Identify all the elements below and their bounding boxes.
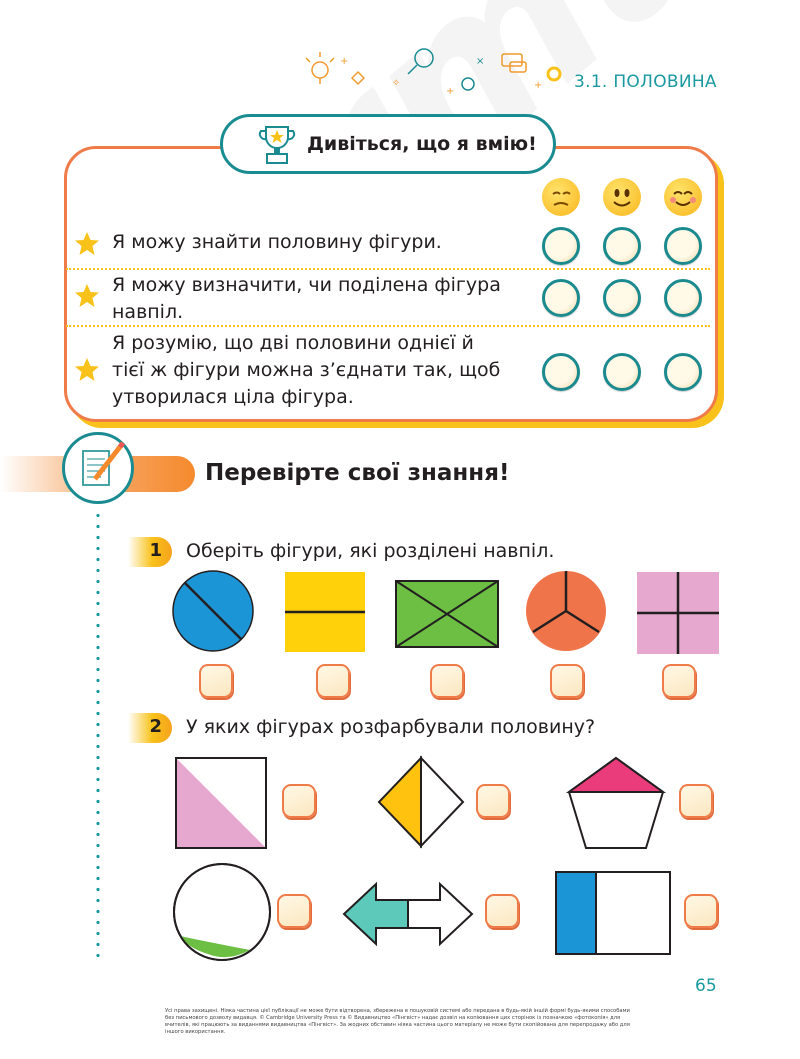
square-half-triangle <box>176 758 266 848</box>
self-check-title-pill <box>220 114 556 174</box>
answer-box-2-4[interactable] <box>277 894 311 928</box>
answer-box-2-6[interactable] <box>684 894 718 928</box>
circle-diagonal-split <box>173 571 253 651</box>
happy-emoji-icon <box>664 178 702 216</box>
page-number: 65 <box>695 976 717 996</box>
answer-box-2-2[interactable] <box>476 784 510 818</box>
rating-bubble-1-1[interactable] <box>542 227 580 265</box>
svg-text:+: + <box>446 86 455 97</box>
answer-box-1-2[interactable] <box>316 664 350 698</box>
task-1-shapes <box>170 568 730 658</box>
task-1-question: Оберіть фігури, які розділені навпіл. <box>186 540 555 562</box>
task-2-shapes <box>168 752 728 962</box>
knowledge-title: Перевірте свої знання! <box>205 460 510 486</box>
star-icon <box>74 357 100 383</box>
star-icon <box>74 231 100 257</box>
svg-text:✧: ✧ <box>392 78 401 89</box>
task-2-number: 2 <box>149 716 162 737</box>
answer-box-1-5[interactable] <box>662 664 696 698</box>
rating-bubble-3-2[interactable] <box>603 353 641 391</box>
row-divider <box>66 325 710 327</box>
pentagon-top-part <box>569 758 663 848</box>
rating-bubble-2-1[interactable] <box>542 279 580 317</box>
notebook-pencil-icon <box>62 432 134 504</box>
task-2-question: У яких фігурах розфарбували половину? <box>186 716 596 738</box>
star-icon <box>74 283 100 309</box>
sad-emoji-icon <box>542 178 580 216</box>
answer-box-2-5[interactable] <box>485 894 519 928</box>
answer-box-1-3[interactable] <box>430 664 464 698</box>
rectangle-part-blue <box>556 872 670 954</box>
section-title: 3.1. ПОЛОВИНА <box>574 72 717 92</box>
rhombus-half <box>379 758 463 846</box>
task-2-number-tab <box>128 713 172 743</box>
answer-box-1-1[interactable] <box>199 664 233 698</box>
square-horizontal-split <box>285 572 365 652</box>
dotted-guide-line <box>96 510 100 960</box>
task-1-number-tab <box>128 537 172 567</box>
neutral-smile-emoji-icon <box>603 178 641 216</box>
rating-bubble-2-3[interactable] <box>664 279 702 317</box>
circle-three-parts <box>526 571 606 651</box>
rating-bubble-1-3[interactable] <box>664 227 702 265</box>
self-check-row-1-text: Я можу знайти половину фігури. <box>112 231 442 253</box>
circle-small-segment <box>174 864 270 960</box>
answer-box-1-4[interactable] <box>550 664 584 698</box>
doodle-icons <box>296 44 576 100</box>
rectangle-cross-split <box>396 581 498 647</box>
rating-bubble-3-3[interactable] <box>664 353 702 391</box>
svg-text:×: × <box>476 56 485 67</box>
square-four-parts <box>637 572 719 654</box>
self-check-title: Дивіться, що я вмію! <box>307 133 537 155</box>
double-arrow-half <box>344 884 472 944</box>
rating-bubble-2-2[interactable] <box>603 279 641 317</box>
rating-bubble-3-1[interactable] <box>542 353 580 391</box>
rating-bubble-1-2[interactable] <box>603 227 641 265</box>
row-divider <box>66 268 710 270</box>
svg-text:+: + <box>340 56 349 67</box>
self-check-row-3-text: Я розумію, що дві половини однієї й тієї ж фігури можна з’єднати так, щоб утворилася ціла фігура. <box>112 332 501 408</box>
answer-box-2-1[interactable] <box>282 784 316 818</box>
trophy-icon <box>257 123 297 167</box>
copyright-footer: Усі права захищені. Ніяка частина цієї публікації не може бути відтворена, збережена в пошуковій системі або передана в будь-якій іншій формі будь-якими способами без письмового дозволу видавця. © Cambridge University Press та © Видавництво «Пінгвіст» надає дозвіл на копіювання цих сторінок із позначкою «фотокопія» для вчителів, які працюють за виданнями видавництва «Пінгвіст». За жодних обставин ніяка частина цього матеріалу не може бути скопійована для перепродажу або для іншого використання. <box>165 1008 630 1035</box>
self-check-row-2-text: Я можу визначити, чи поділена фігура навпіл. <box>112 274 501 323</box>
task-1-number: 1 <box>149 540 162 561</box>
svg-text:+: + <box>534 80 543 91</box>
answer-box-2-3[interactable] <box>679 784 713 818</box>
